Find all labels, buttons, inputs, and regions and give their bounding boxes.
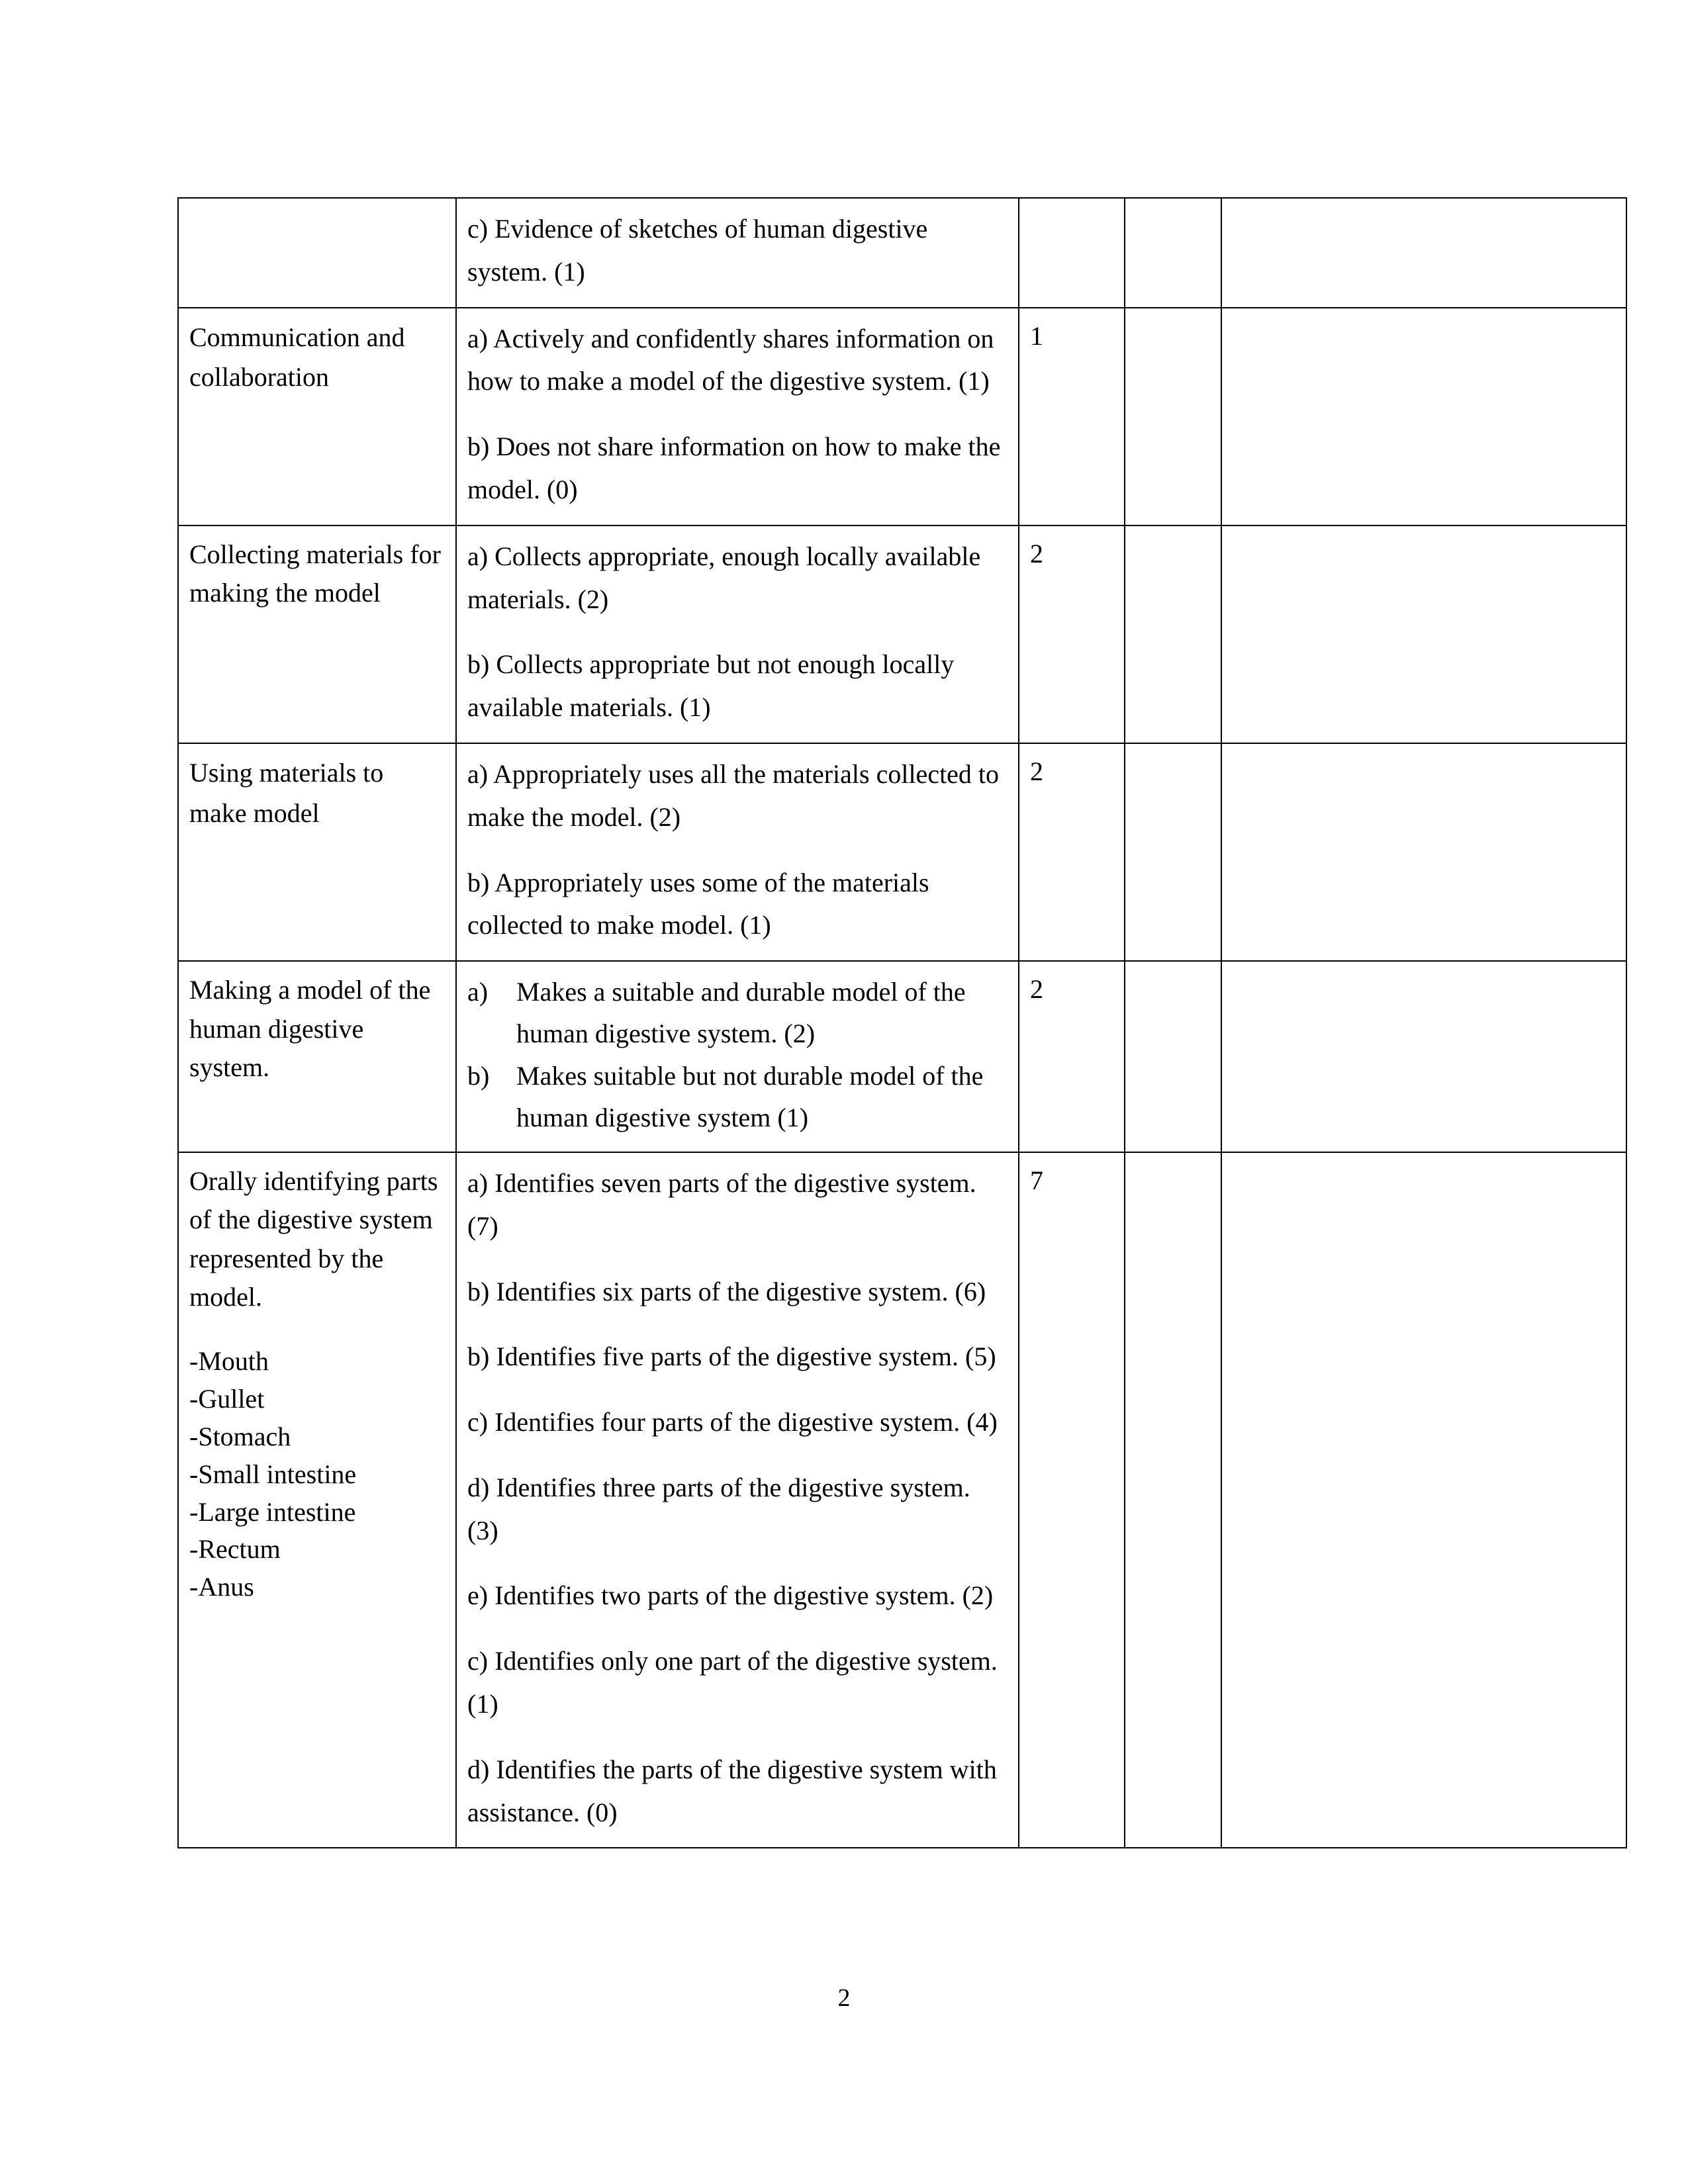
score-value: 2	[1030, 974, 1043, 1005]
blank-cell-b[interactable]	[1221, 743, 1626, 961]
criteria-label: Making a model of the human digestive system.	[189, 975, 431, 1082]
descriptor-cell	[456, 525, 1019, 743]
descriptor-item: e) Identifies two parts of the digestive system. (2)	[467, 1580, 994, 1611]
descriptor-item: c) Identifies four parts of the digestive system. (4)	[467, 1407, 998, 1437]
criteria-cell	[178, 961, 456, 1152]
list-item: -Mouth	[189, 1346, 269, 1377]
descriptor-cell	[456, 198, 1019, 308]
list-item: -Rectum	[189, 1534, 281, 1565]
descriptor-cell	[456, 743, 1019, 961]
blank-cell-a[interactable]	[1125, 525, 1221, 743]
page-number: 2	[837, 1984, 851, 2012]
blank-cell-b[interactable]	[1221, 198, 1626, 308]
table-row	[178, 525, 1626, 743]
table-row	[178, 743, 1626, 961]
descriptor-item: a) Actively and confidently shares information on how to make a model of the digestive system. (1)	[467, 323, 994, 396]
criteria-cell	[178, 198, 456, 308]
blank-cell-a[interactable]	[1125, 198, 1221, 308]
blank-cell-a[interactable]	[1125, 1152, 1221, 1848]
blank-cell-a[interactable]	[1125, 743, 1221, 961]
descriptor-item: c) Identifies only one part of the digestive system. (1)	[467, 1646, 998, 1719]
descriptor-item: b) Collects appropriate but not enough locally available materials. (1)	[467, 649, 955, 723]
score-value: 2	[1030, 756, 1043, 786]
descriptor-cell	[456, 308, 1019, 525]
list-item-text: Makes a suitable and durable model of the human digestive system. (2)	[516, 977, 966, 1049]
descriptor-list	[467, 971, 1008, 1138]
list-item	[467, 1055, 1008, 1138]
list-item: -Small intestine	[189, 1459, 357, 1489]
list-item: -Large intestine	[189, 1496, 356, 1527]
criteria-cell	[178, 308, 456, 525]
descriptor-item: a) Appropriately uses all the materials collected to make the model. (2)	[467, 758, 1000, 832]
criteria-label: Orally identifying parts of the digestive system represented by the model.	[189, 1165, 438, 1312]
blank-cell-b[interactable]	[1221, 961, 1626, 1152]
score-value: 7	[1030, 1165, 1043, 1195]
blank-cell-b[interactable]	[1221, 525, 1626, 743]
descriptor-item: d) Identifies the parts of the digestive system with assistance. (0)	[467, 1754, 997, 1827]
descriptor-item: b) Does not share information on how to make the model. (0)	[467, 432, 1001, 504]
score-value: 1	[1030, 320, 1043, 351]
score-cell[interactable]	[1019, 308, 1125, 525]
list-item-text: Makes suitable but not durable model of the human digestive system (1)	[516, 1060, 984, 1132]
list-item: -Stomach	[189, 1422, 291, 1452]
spacer	[189, 1316, 445, 1343]
assessment-rubric-table	[177, 197, 1627, 1848]
list-marker: b)	[467, 1060, 490, 1091]
score-cell[interactable]	[1019, 1152, 1125, 1848]
blank-cell-b[interactable]	[1221, 1152, 1626, 1848]
digestive-parts-list	[189, 1343, 445, 1606]
descriptor-item: b) Identifies six parts of the digestive system. (6)	[467, 1276, 986, 1306]
score-cell[interactable]	[1019, 198, 1125, 308]
descriptor-item: a) Collects appropriate, enough locally available materials. (2)	[467, 541, 981, 614]
criteria-cell	[178, 1152, 456, 1848]
descriptor-item: b) Appropriately uses some of the materials collected to make model. (1)	[467, 867, 929, 940]
score-cell[interactable]	[1019, 961, 1125, 1152]
descriptor-item: a) Identifies seven parts of the digestive system. (7)	[467, 1167, 976, 1241]
descriptor-cell	[456, 961, 1019, 1152]
list-marker: a)	[467, 977, 489, 1007]
criteria-label: Using materials to make model	[189, 757, 384, 828]
table-row	[178, 308, 1626, 525]
list-item	[467, 971, 1008, 1054]
table-row	[178, 198, 1626, 308]
criteria-label: Collecting materials for making the model	[189, 539, 441, 608]
descriptor-item: c) Evidence of sketches of human digestive system. (1)	[467, 214, 928, 287]
score-cell[interactable]	[1019, 525, 1125, 743]
table-row	[178, 961, 1626, 1152]
descriptor-item: d) Identifies three parts of the digestive system. (3)	[467, 1472, 970, 1545]
criteria-label: Communication and collaboration	[189, 322, 405, 392]
score-cell[interactable]	[1019, 743, 1125, 961]
descriptor-cell	[456, 1152, 1019, 1848]
blank-cell-b[interactable]	[1221, 308, 1626, 525]
blank-cell-a[interactable]	[1125, 308, 1221, 525]
score-value: 2	[1030, 538, 1043, 569]
list-item: -Gullet	[189, 1384, 265, 1414]
descriptor-item: b) Identifies five parts of the digestive system. (5)	[467, 1342, 996, 1372]
table-row	[178, 1152, 1626, 1848]
blank-cell-a[interactable]	[1125, 961, 1221, 1152]
criteria-cell	[178, 743, 456, 961]
criteria-cell	[178, 525, 456, 743]
list-item: -Anus	[189, 1572, 254, 1602]
